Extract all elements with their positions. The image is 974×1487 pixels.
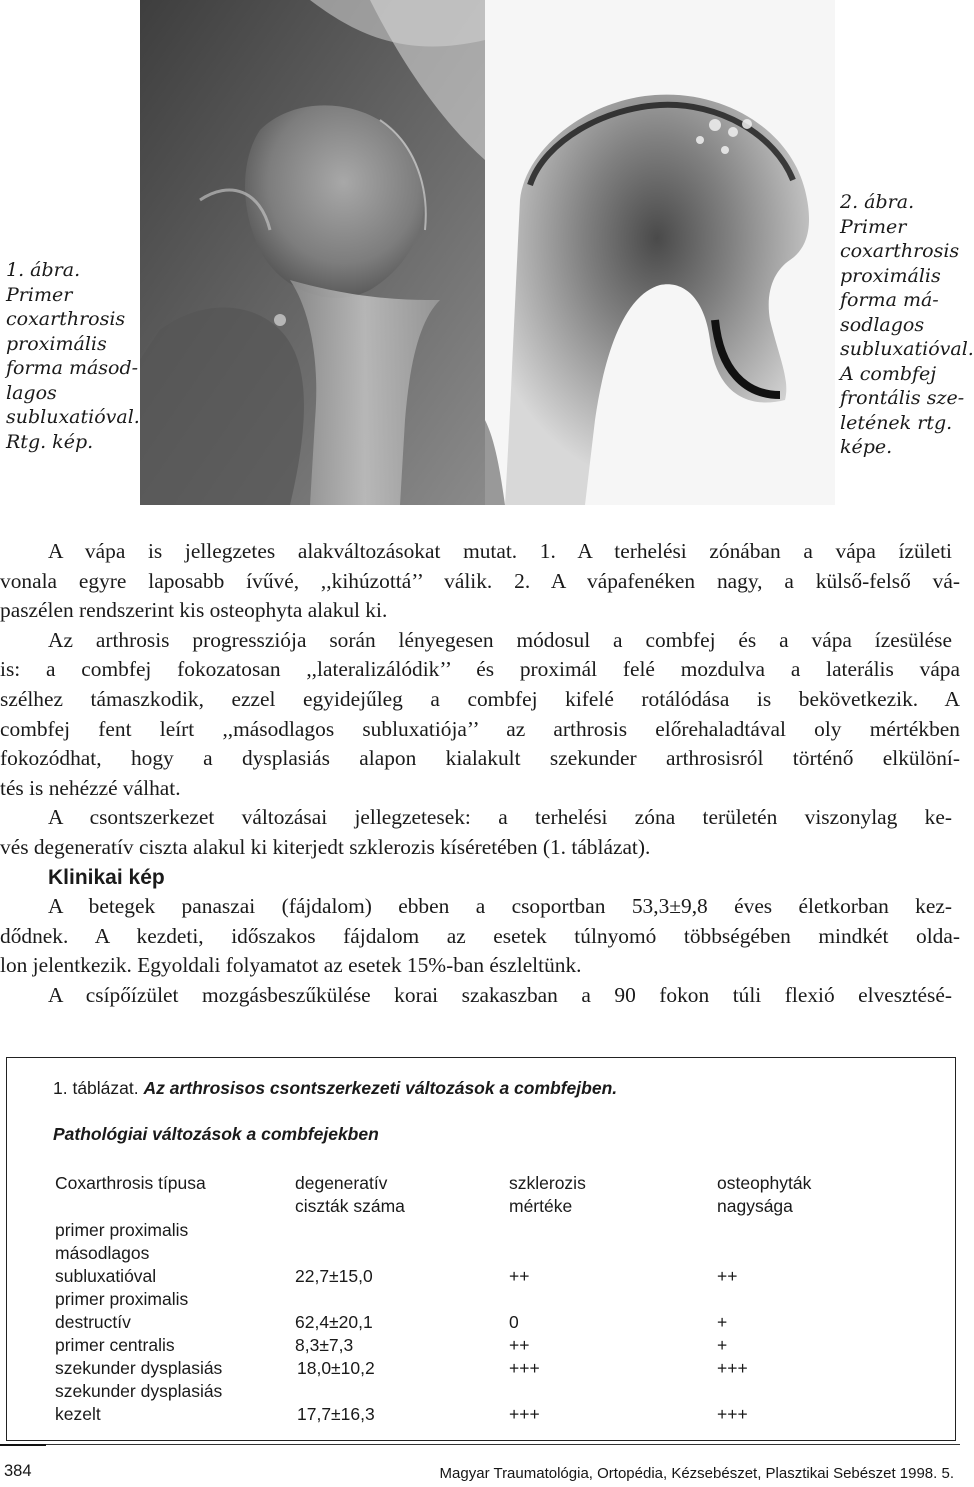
table-row-type xyxy=(55,1357,222,1380)
header-line: osteophyták xyxy=(717,1173,812,1193)
column-header-sclerosis xyxy=(509,1172,586,1218)
table-cell-osteophytes: +++ xyxy=(717,1358,748,1378)
table-cell-osteophytes: ++ xyxy=(717,1266,738,1286)
caption-line: lagos xyxy=(6,381,57,404)
table-row-type xyxy=(55,1380,222,1426)
caption-line: subluxatióval. xyxy=(840,338,974,360)
table-cell-cysts: 22,7±15,0 xyxy=(295,1266,373,1286)
table-caption: Az arthrosisos csontszerkezeti változások a combfejben. xyxy=(143,1078,618,1098)
column-header-type xyxy=(55,1172,206,1195)
table-cell-cysts: 62,4±20,1 xyxy=(295,1312,373,1332)
figure-2-caption xyxy=(840,190,974,460)
table-cell-sclerosis: ++ xyxy=(509,1266,530,1286)
table-label: 1. táblázat. xyxy=(53,1078,139,1098)
table-cell-sclerosis: +++ xyxy=(509,1404,540,1424)
table-title xyxy=(53,1078,617,1099)
journal-citation: Magyar Traumatológia, Ortopédia, Kézsebészet, Plasztikai Sebészet 1998. 5. xyxy=(439,1465,954,1482)
caption-line: proximális xyxy=(6,332,107,355)
caption-line: 1. ábra. xyxy=(6,259,81,281)
paragraph-line: szélhez támaszkodik, ezzel egyidejűleg a combfej kifelé rotálódása is bekövetkezik. A xyxy=(0,686,960,711)
figure-2-section-image xyxy=(485,0,835,505)
section-drawing xyxy=(485,0,835,505)
table-cell-cysts: 8,3±7,3 xyxy=(295,1335,354,1355)
row-type-line: szekunder dysplasiás xyxy=(55,1381,223,1401)
paragraph-line: combfej fent leírt ,,másodlagos subluxatiója’’ az arthrosis előrehaladtával oly mértékben xyxy=(0,716,960,741)
column-header-osteophytes xyxy=(717,1172,811,1218)
table-cell-cysts: 18,0±10,2 xyxy=(297,1358,375,1378)
paragraph-line: A betegek panaszai (fájdalom) ebben a csoportban 53,3±9,8 éves életkorban kez- xyxy=(48,894,952,919)
paragraph-line: vonala egyre laposabb ívűvé, ,,kihúzottá’’ válik. 2. A vápafenéken nagy, a külső-felső vá- xyxy=(0,568,960,593)
caption-line: 2. ábra. xyxy=(840,191,915,213)
row-type-line: primer centralis xyxy=(55,1335,175,1355)
caption-line: frontális sze- xyxy=(840,387,965,409)
paragraph-line: A csípőízület mozgásbeszűkülése korai szakaszban a 90 fokon túli flexió elvesztésé- xyxy=(48,982,952,1007)
table-row-type xyxy=(55,1219,188,1288)
caption-line: coxarthrosis xyxy=(840,240,960,262)
header-line: szklerozis xyxy=(509,1173,586,1193)
table-1 xyxy=(6,1057,956,1441)
table-cell-osteophytes: + xyxy=(717,1312,728,1332)
row-type-line: primer proximalis xyxy=(55,1289,189,1309)
caption-line: proximális xyxy=(840,264,941,287)
header-line: ciszták száma xyxy=(295,1196,405,1216)
paragraph-line: lon jelentkezik. Egyoldali folyamatot az esetek 15%-ban észleltünk. xyxy=(0,953,582,978)
row-type-line: másodlagos xyxy=(55,1243,150,1263)
footer-rule xyxy=(0,1444,960,1445)
header-line: nagysága xyxy=(717,1196,793,1216)
caption-line: A combfej xyxy=(840,362,937,385)
paragraph-line: A vápa is jellegzetes alakváltozásokat mutat. 1. A terhelési zónában a vápa ízületi xyxy=(48,539,952,563)
caption-line: coxarthrosis xyxy=(6,308,126,330)
row-type-line: szekunder dysplasiás xyxy=(55,1358,223,1378)
column-header-cysts xyxy=(295,1172,405,1218)
paragraph-line: dődnek. A kezdeti, időszakos fájdalom az esetek túlnyomó többségében mindkét olda- xyxy=(0,923,960,948)
caption-line: Rtg. kép. xyxy=(6,430,94,453)
table-row-type xyxy=(55,1334,175,1357)
caption-line: képe. xyxy=(840,436,893,458)
footer-rule-accent xyxy=(0,1444,46,1446)
table-cell-sclerosis: +++ xyxy=(509,1358,540,1378)
caption-line: sodlagos xyxy=(840,313,925,336)
table-cell-sclerosis: ++ xyxy=(509,1335,530,1355)
table-cell-osteophytes: + xyxy=(717,1335,728,1355)
caption-line: subluxatióval. xyxy=(6,406,140,428)
caption-line: Primer xyxy=(840,215,907,238)
caption-line: forma má- xyxy=(840,289,939,311)
paragraph-line: is: a combfej fokozatosan ,,lateralizálódik’’ és proximál felé mozdulva a laterális vápa xyxy=(0,657,960,682)
paragraph-line: tés is nehézzé válhat. xyxy=(0,775,181,800)
table-subtitle: Pathológiai változások a combfejekben xyxy=(53,1124,379,1144)
figure-1-xray-image xyxy=(140,0,485,505)
figure-1-caption xyxy=(6,258,142,454)
row-type-line: kezelt xyxy=(55,1404,101,1424)
header-line: Coxarthrosis típusa xyxy=(55,1173,206,1193)
caption-line: letének rtg. xyxy=(840,411,953,434)
header-line: degeneratív xyxy=(295,1173,388,1193)
table-cell-cysts: 17,7±16,3 xyxy=(297,1404,375,1424)
paragraph-line: vés degeneratív ciszta alakul ki kiterjedt szklerozis kíséretében (1. táblázat). xyxy=(0,834,651,859)
header-line: mértéke xyxy=(509,1196,573,1216)
section-heading: Klinikai kép xyxy=(48,865,165,889)
row-type-line: primer proximalis xyxy=(55,1220,189,1240)
table-cell-sclerosis: 0 xyxy=(509,1312,519,1332)
paragraph-line: fokozódhat, hogy a dysplasiás alapon kialakult szekunder arthrosisról történő elkülöní- xyxy=(0,746,960,771)
article-body xyxy=(0,537,960,1011)
row-type-line: destructív xyxy=(55,1312,131,1332)
row-type-line: subluxatióval xyxy=(55,1266,157,1286)
paragraph-line: paszélen rendszerint kis osteophyta alakul ki. xyxy=(0,598,388,623)
caption-line: forma másod- xyxy=(6,357,139,379)
paragraph-line: Az arthrosis progressziója során lényegesen módosul a combfej és a vápa ízesülése xyxy=(48,627,952,652)
page-number: 384 xyxy=(4,1462,32,1480)
paragraph-line: A csontszerkezet változásai jellegzetesek: a terhelési zóna területén viszonylag ke- xyxy=(48,805,952,830)
table-cell-osteophytes: +++ xyxy=(717,1404,748,1424)
xray-drawing xyxy=(140,0,485,505)
table-row-type xyxy=(55,1288,188,1334)
caption-line: Primer xyxy=(6,283,73,306)
